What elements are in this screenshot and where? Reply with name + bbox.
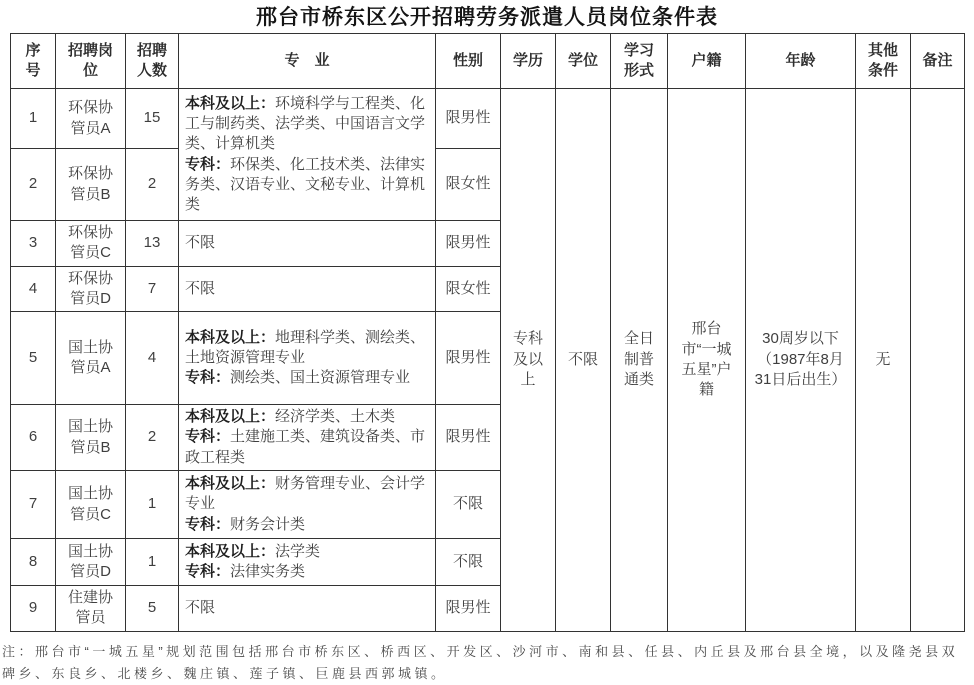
major-college-label: 专科： (185, 428, 231, 446)
cell-seq: 9 (11, 586, 56, 632)
major-degree-line (185, 328, 429, 369)
cell-position: 环保协管员D (56, 266, 126, 312)
major-college-label: 专科： (185, 515, 231, 533)
cell-count: 7 (126, 266, 179, 312)
cell-seq: 5 (11, 312, 56, 405)
header-major: 专 业 (179, 34, 436, 89)
cell-gender: 限男性 (436, 89, 501, 149)
cell-seq: 2 (11, 149, 56, 221)
cell-other-merged: 无 (856, 89, 911, 632)
footnote: 注：邢台市“一城五星”规划范围包括邢台市桥东区、桥西区、开发区、沙河市、南和县、任县、内丘县及邢台县全境，以及隆尧县双碑乡、东良乡、北楼乡、魏庄镇、莲子镇、巨鹿县西郭城镇。 (2, 643, 959, 681)
cell-seq: 6 (11, 405, 56, 471)
header-gender: 性别 (436, 34, 501, 89)
header-count: 招聘人数 (126, 34, 179, 89)
major-college-line (185, 368, 429, 388)
cell-education-merged: 专科及以上 (501, 89, 556, 632)
major-degree-label: 本科及以上： (185, 475, 276, 493)
cell-position: 环保协管员C (56, 221, 126, 267)
cell-seq: 7 (11, 471, 56, 539)
header-degree: 学位 (556, 34, 611, 89)
page-title: 邢台市桥东区公开招聘劳务派遣人员岗位条件表 (256, 6, 718, 29)
cell-gender: 限男性 (436, 405, 501, 471)
major-college-line (185, 562, 429, 582)
major-college-line (185, 155, 429, 216)
cell-gender: 限男性 (436, 312, 501, 405)
cell-count: 4 (126, 312, 179, 405)
cell-position: 国土协管员A (56, 312, 126, 405)
major-degree-line (185, 407, 429, 427)
cell-count: 2 (126, 149, 179, 221)
major-college-line (185, 515, 429, 535)
cell-count: 1 (126, 471, 179, 539)
header-age: 年龄 (746, 34, 856, 89)
major-degree-list: 财务管理专业、会计学专业 (185, 475, 426, 513)
cell-study-form-merged: 全日制普通类 (611, 89, 668, 632)
major-college-list: 土建施工类、建筑设备类、市政工程类 (185, 428, 426, 466)
major-college-label: 专科： (185, 563, 231, 580)
cell-count: 5 (126, 586, 179, 632)
cell-major: 不限 (179, 266, 436, 312)
major-degree-list: 环境科学与工程类、化工与制药类、法学类、中国语言文学类、计算机类 (185, 94, 426, 153)
major-degree-line (185, 474, 429, 515)
major-degree-label: 本科及以上： (185, 408, 276, 426)
cell-age-merged: 30周岁以下（1987年8月31日后出生） (746, 89, 856, 632)
major-degree-label: 本科及以上： (185, 542, 276, 560)
major-degree-label: 本科及以上： (185, 328, 276, 346)
cell-major (179, 405, 436, 471)
cell-seq: 3 (11, 221, 56, 267)
cell-gender: 限男性 (436, 586, 501, 632)
cell-position: 环保协管员A (56, 89, 126, 149)
cell-gender: 限女性 (436, 149, 501, 221)
cell-count: 1 (126, 539, 179, 586)
major-college-list: 环保类、化工技术类、法律实务类、汉语专业、文秘专业、计算机类 (185, 155, 426, 213)
major-degree-list: 经济学类、土木类 (275, 408, 396, 426)
header-position: 招聘岗位 (56, 34, 126, 89)
cell-gender: 限男性 (436, 221, 501, 267)
cell-major-rows-1-2 (179, 89, 436, 221)
header-row (11, 34, 965, 89)
cell-seq: 1 (11, 89, 56, 149)
cell-position: 环保协管员B (56, 149, 126, 221)
cell-gender: 不限 (436, 471, 501, 539)
major-college-label: 专科： (185, 369, 231, 387)
major-degree-list: 法学类 (275, 542, 321, 560)
major-college-list: 法律实务类 (230, 563, 306, 580)
job-conditions-table (10, 33, 965, 632)
cell-position: 住建协管员 (56, 586, 126, 632)
cell-count: 15 (126, 89, 179, 149)
cell-major: 不限 (179, 586, 436, 632)
cell-position: 国土协管员C (56, 471, 126, 539)
major-college-list: 财务会计类 (230, 515, 306, 533)
cell-count: 13 (126, 221, 179, 267)
header-education: 学历 (501, 34, 556, 89)
cell-remark-merged (911, 89, 965, 632)
header-other: 其他条件 (856, 34, 911, 89)
header-study-form: 学习形式 (611, 34, 668, 89)
cell-position: 国土协管员B (56, 405, 126, 471)
cell-count: 2 (126, 405, 179, 471)
header-household: 户籍 (668, 34, 746, 89)
cell-gender: 限女性 (436, 266, 501, 312)
major-degree-line (185, 94, 429, 155)
major-college-list: 测绘类、国土资源管理专业 (230, 369, 411, 387)
cell-major (179, 471, 436, 539)
cell-household-merged: 邢台市“一城五星”户籍 (668, 89, 746, 632)
cell-gender: 不限 (436, 539, 501, 586)
cell-seq: 8 (11, 539, 56, 586)
cell-major: 不限 (179, 221, 436, 267)
major-college-line (185, 427, 429, 468)
header-seq: 序号 (11, 34, 56, 89)
cell-seq: 4 (11, 266, 56, 312)
major-degree-label: 本科及以上： (185, 94, 276, 112)
cell-major (179, 312, 436, 405)
major-degree-list: 地理科学类、测绘类、土地资源管理专业 (185, 328, 426, 366)
cell-degree-merged: 不限 (556, 89, 611, 632)
cell-major (179, 539, 436, 586)
major-college-label: 专科： (185, 155, 231, 173)
cell-position: 国土协管员D (56, 539, 126, 586)
table-row (11, 89, 965, 149)
major-degree-line (185, 542, 429, 562)
header-remark: 备注 (911, 34, 965, 89)
